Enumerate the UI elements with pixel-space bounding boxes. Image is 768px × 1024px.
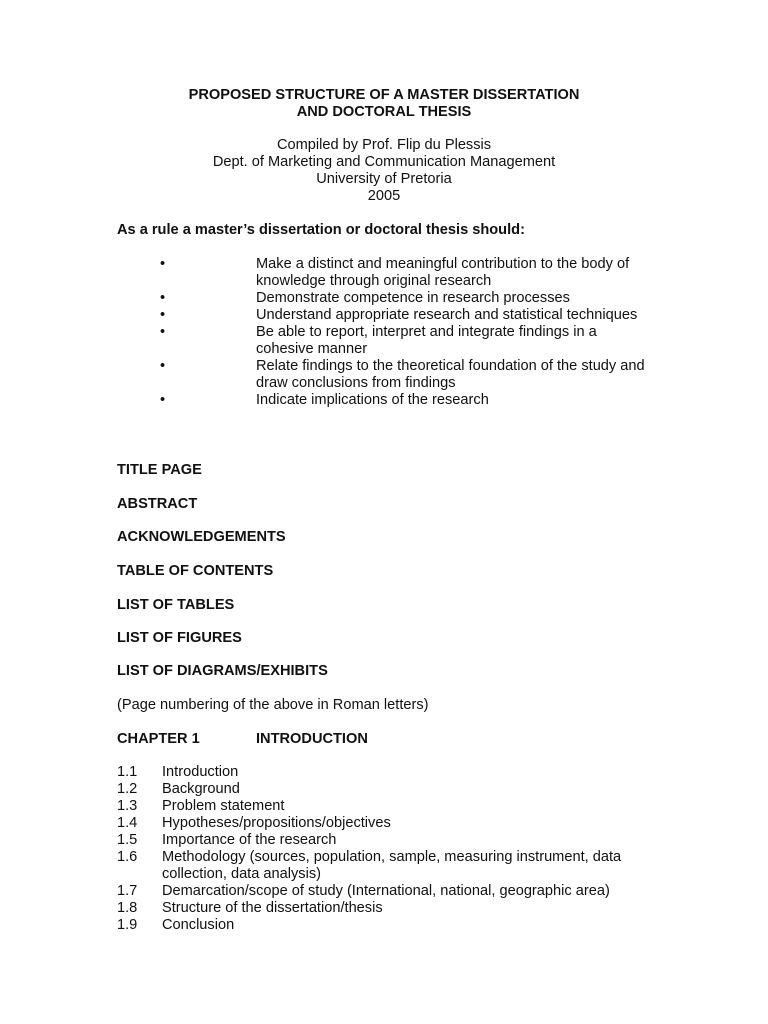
section-number: 1.8 [117, 900, 138, 916]
list-item [160, 358, 660, 392]
bullet-icon: • [160, 256, 166, 272]
list-item [117, 764, 677, 781]
title-line-2: AND DOCTORAL THESIS [296, 104, 472, 120]
heading-table-of-contents: TABLE OF CONTENTS [117, 563, 274, 579]
list-item-text: Make a distinct and meaningful contribution to the body of knowledge through original research [256, 256, 630, 289]
section-number: 1.7 [117, 883, 138, 899]
section-title: Hypotheses/propositions/objectives [162, 815, 391, 831]
heading-abstract: ABSTRACT [117, 496, 198, 512]
list-item-text: Demonstrate competence in research processes [256, 290, 570, 306]
heading-list-of-diagrams: LIST OF DIAGRAMS/EXHIBITS [117, 663, 328, 679]
list-item [117, 883, 677, 900]
list-item-text: Indicate implications of the research [256, 392, 489, 408]
compiled-by: Compiled by Prof. Flip du Plessis [276, 137, 492, 153]
section-title: Background [162, 781, 240, 797]
bullet-icon: • [160, 358, 166, 374]
section-number: 1.9 [117, 917, 138, 933]
section-number: 1.1 [117, 764, 138, 780]
list-item [160, 290, 660, 307]
bullet-icon: • [160, 392, 166, 408]
year: 2005 [367, 188, 401, 204]
section-number: 1.5 [117, 832, 138, 848]
section-number: 1.6 [117, 849, 138, 865]
university: University of Pretoria [316, 171, 452, 187]
list-item [160, 392, 660, 409]
bullet-icon: • [160, 324, 166, 340]
heading-list-of-tables: LIST OF TABLES [117, 597, 235, 613]
list-item [160, 256, 660, 290]
list-item [117, 849, 677, 883]
list-item [117, 798, 677, 815]
heading-title-page: TITLE PAGE [117, 462, 202, 478]
list-item [160, 307, 660, 324]
bullet-icon: • [160, 307, 166, 323]
chapter-sections-list [117, 764, 677, 934]
credits-block [0, 137, 768, 205]
chapter-heading [117, 731, 368, 748]
section-title: Problem statement [162, 798, 285, 814]
intro-sentence: As a rule a master’s dissertation or doctoral thesis should: [117, 222, 525, 238]
bullet-icon: • [160, 290, 166, 306]
list-item [117, 832, 677, 849]
list-item-text: Relate findings to the theoretical foundation of the study and draw conclusions from findings [256, 358, 645, 391]
list-item [117, 781, 677, 798]
section-title: Methodology (sources, population, sample, measuring instrument, data collection, data analysis) [162, 849, 622, 882]
chapter-title: INTRODUCTION [256, 731, 368, 747]
section-title: Importance of the research [162, 832, 337, 848]
section-title: Conclusion [162, 917, 235, 933]
section-number: 1.3 [117, 798, 138, 814]
list-item [117, 900, 677, 917]
list-item [160, 324, 660, 358]
requirements-list [160, 256, 660, 409]
section-number: 1.4 [117, 815, 138, 831]
heading-acknowledgements: ACKNOWLEDGEMENTS [117, 529, 286, 545]
document-title [0, 87, 768, 121]
section-title: Introduction [162, 764, 239, 780]
department: Dept. of Marketing and Communication Management [212, 154, 556, 170]
section-title: Demarcation/scope of study (International, national, geographic area) [162, 883, 610, 899]
section-number: 1.2 [117, 781, 138, 797]
list-item-text: Be able to report, interpret and integrate findings in a cohesive manner [256, 324, 597, 357]
list-item [117, 917, 677, 934]
list-item-text: Understand appropriate research and statistical techniques [256, 307, 638, 323]
title-line-1: PROPOSED STRUCTURE OF A MASTER DISSERTATION [188, 87, 580, 103]
section-title: Structure of the dissertation/thesis [162, 900, 383, 916]
page-numbering-note: (Page numbering of the above in Roman letters) [117, 697, 429, 713]
chapter-number: CHAPTER 1 [117, 731, 200, 747]
heading-list-of-figures: LIST OF FIGURES [117, 630, 242, 646]
list-item [117, 815, 677, 832]
